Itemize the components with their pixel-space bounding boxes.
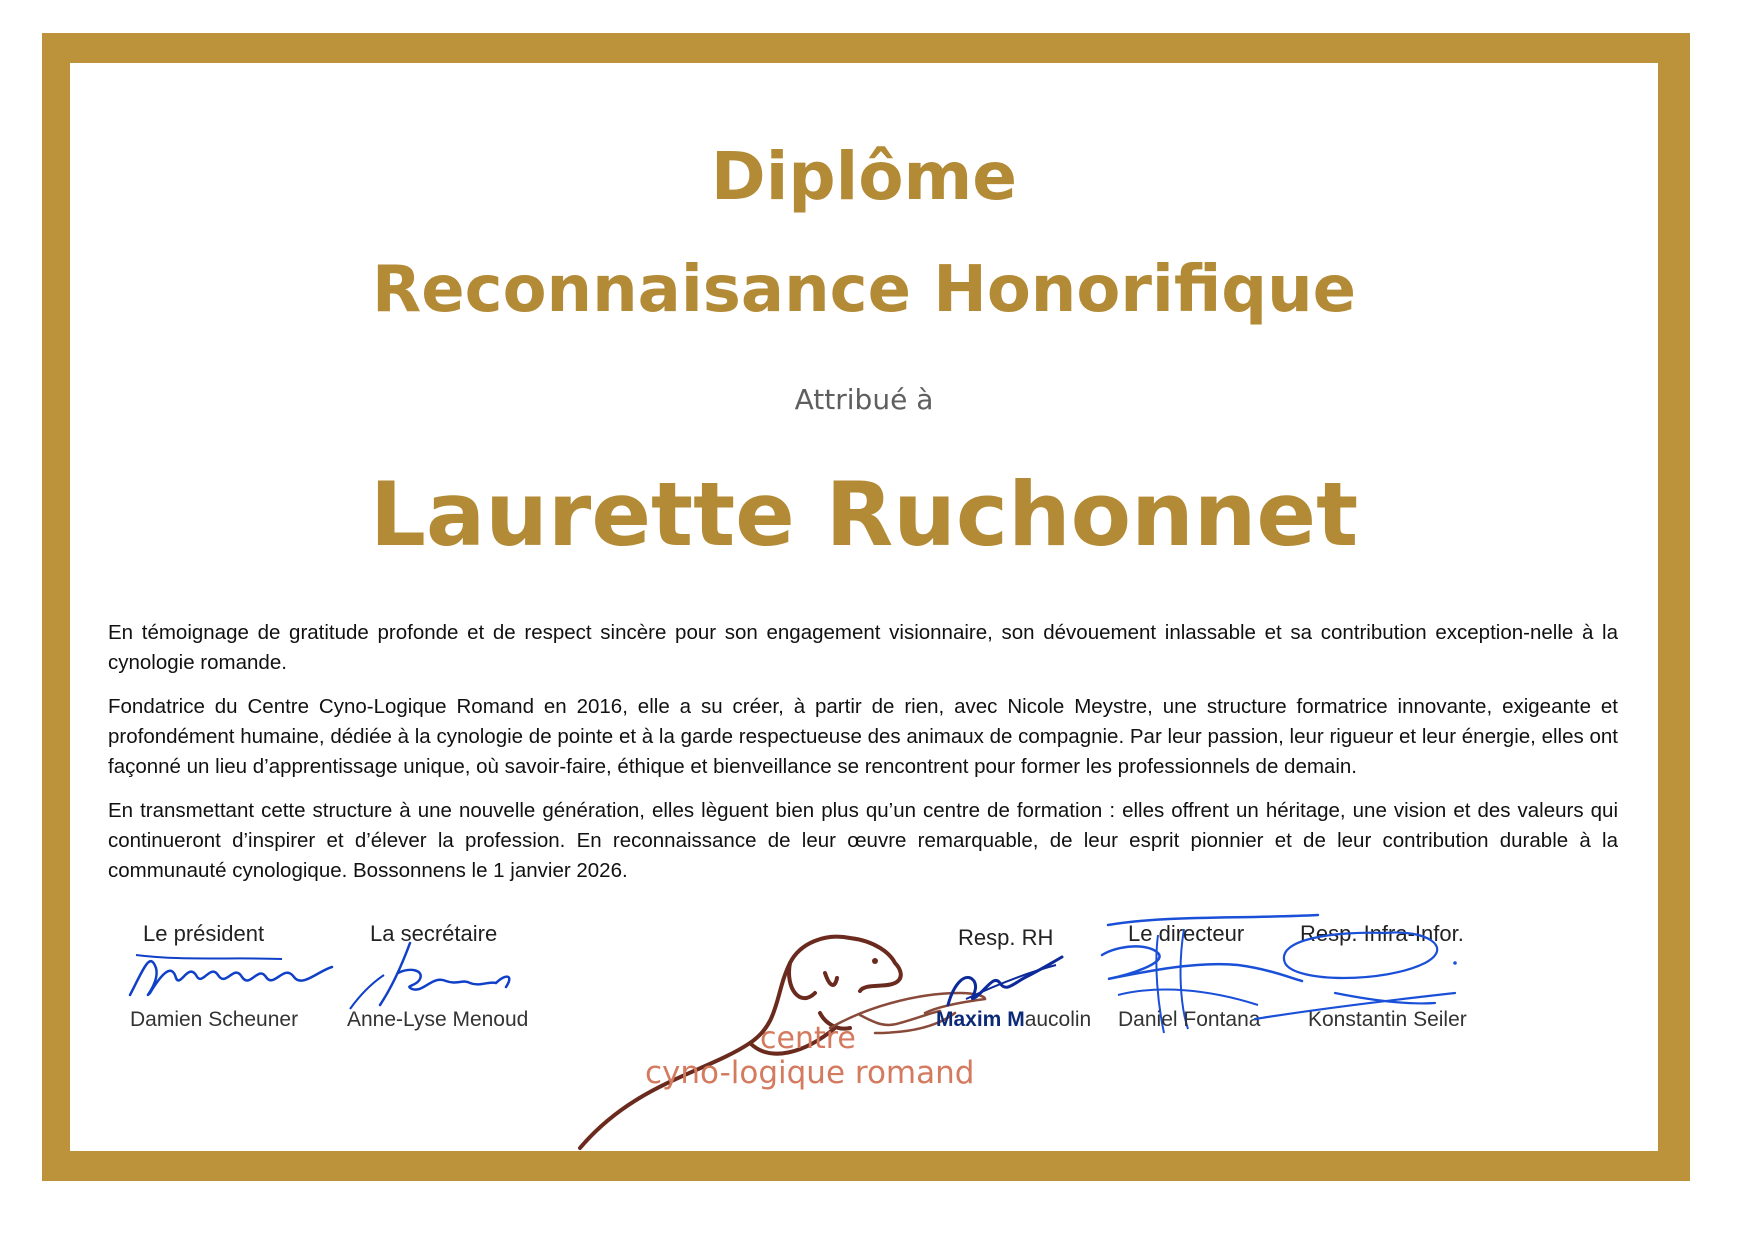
signature-name-hr-bold: Maxim M <box>936 1008 1025 1031</box>
logo-text-centre: centre <box>760 1021 856 1056</box>
recipient-name: Laurette Ruchonnet <box>369 463 1359 566</box>
signature-name-secretary: Anne-Lyse Menoud <box>347 1008 529 1031</box>
signature-role-director: Le directeur <box>1128 921 1245 946</box>
signature-name-director: Daniel Fontana <box>1118 1008 1261 1031</box>
attributed-to-label: Attribué à <box>794 383 934 416</box>
signature-name-president: Damien Scheuner <box>130 1008 299 1031</box>
citation-paragraph-3: En transmettant cette structure à une nouvelle génération, elles lèguent bien plus qu’un centre de formation : elles offrent un héritage, une vision et des valeurs qui continueront d’inspirer et d’élever la profession. En reconnaissance de leur œuvre remarquable, de leur esprit pionnier et de leur contribution durable à la communauté cynologique. Bossonnens le 1 janvier 2026. <box>108 799 1618 882</box>
signature-name-hr <box>936 1008 1091 1032</box>
signature-role-it: Resp. Infra-Infor. <box>1300 921 1464 946</box>
logo-text-name: cyno-logique romand <box>645 1055 975 1091</box>
diploma-sheet <box>70 63 1658 1151</box>
citation-text <box>108 618 1618 900</box>
signature-president <box>122 933 342 1013</box>
citation-paragraph-2: Fondatrice du Centre Cyno-Logique Romand en 2016, elle a su créer, à partir de rien, avec Nicole Meystre, une structure formatrice innovante, exigeante et profondément humaine, dédiée à la cynologie de pointe et à la garde respectueuse des animaux de compagnie. Par leur passion, leur rigueur et leur énergie, elles ont façonné un lieu d’apprentissage unique, où savoir-faire, éthique et bienveillance se rencontrent pour former les professionnels de demain. <box>108 695 1618 778</box>
diploma-title: Diplôme <box>710 138 1018 215</box>
signature-name-hr-rest: aucolin <box>1024 1008 1092 1031</box>
citation-paragraph-1: En témoignage de gratitude profonde et de respect sincère pour son engagement visionnaire, son dévouement inlassable et sa contribution exception-nelle à la cynologie romande. <box>108 621 1618 674</box>
diploma-subtitle: Reconnaisance Honorifique <box>371 253 1357 327</box>
signature-role-secretary: La secrétaire <box>370 921 498 946</box>
signature-name-it: Konstantin Seiler <box>1308 1008 1467 1031</box>
centre-logo <box>575 933 995 1153</box>
signature-role-hr: Resp. RH <box>958 925 1054 950</box>
signature-role-president: Le président <box>143 921 265 946</box>
